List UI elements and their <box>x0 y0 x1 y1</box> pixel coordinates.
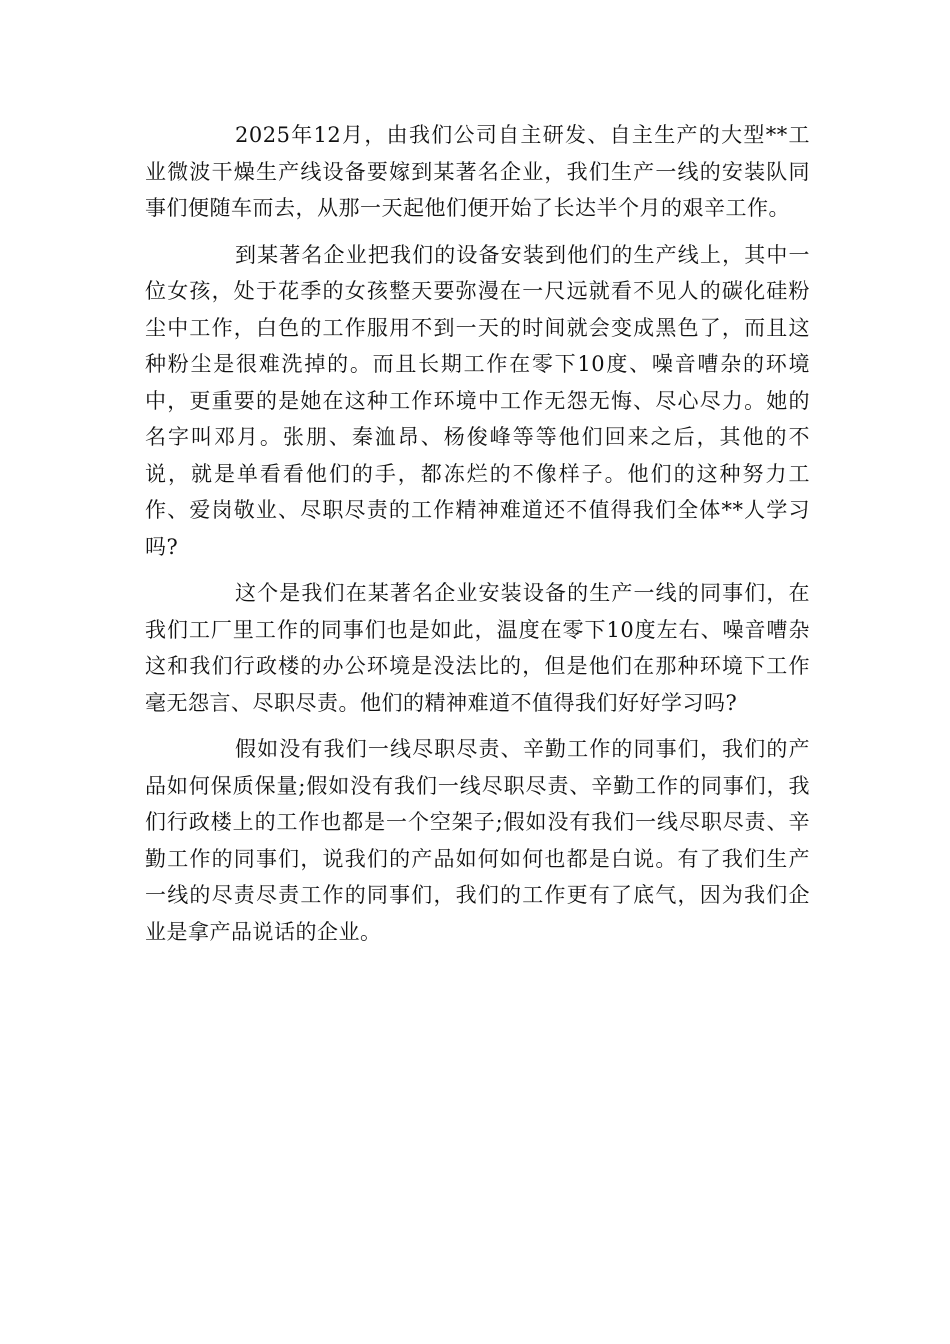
paragraph-3: 这个是我们在某著名企业安装设备的生产一线的同事们，在我们工厂里工作的同事们也是如此，温度在零下10度左右、噪音嘈杂这和我们行政楼的办公环境是没法比的，但是他们在那种环境下工作毫无怨言、尽职尽责。他们的精神难道不值得我们好好学习吗? <box>145 581 810 715</box>
document-body <box>145 117 810 960</box>
paragraph-1: 2025年12月，由我们公司自主研发、自主生产的大型**工业微波干燥生产线设备要嫁到某著名企业，我们生产一线的安装队同事们便随车而去，从那一天起他们便开始了长达半个月的艰辛工作。 <box>145 123 810 220</box>
paragraph-4: 假如没有我们一线尽职尽责、辛勤工作的同事们，我们的产品如何保质保量;假如没有我们一线尽职尽责、辛勤工作的同事们，我们行政楼上的工作也都是一个空架子;假如没有我们一线尽职尽责、辛勤工作的同事们，说我们的产品如何如何也都是白说。有了我们生产一线的尽责尽责工作的同事们，我们的工作更有了底气，因为我们企业是拿产品说话的企业。 <box>145 737 810 944</box>
paragraph-2: 到某著名企业把我们的设备安装到他们的生产线上，其中一位女孩，处于花季的女孩整天要弥漫在一尺远就看不见人的碳化硅粉尘中工作，白色的工作服用不到一天的时间就会变成黑色了，而且这种粉尘是很难洗掉的。而且长期工作在零下10度、噪音嘈杂的环境中，更重要的是她在这种工作环境中工作无怨无悔、尽心尽力。她的名字叫邓月。张朋、秦洫昂、杨俊峰等等他们回来之后，其他的不说，就是单看看他们的手，都冻烂的不像样子。他们的这种努力工作、爱岗敬业、尽职尽责的工作精神难道还不值得我们全体**人学习吗? <box>145 242 810 559</box>
